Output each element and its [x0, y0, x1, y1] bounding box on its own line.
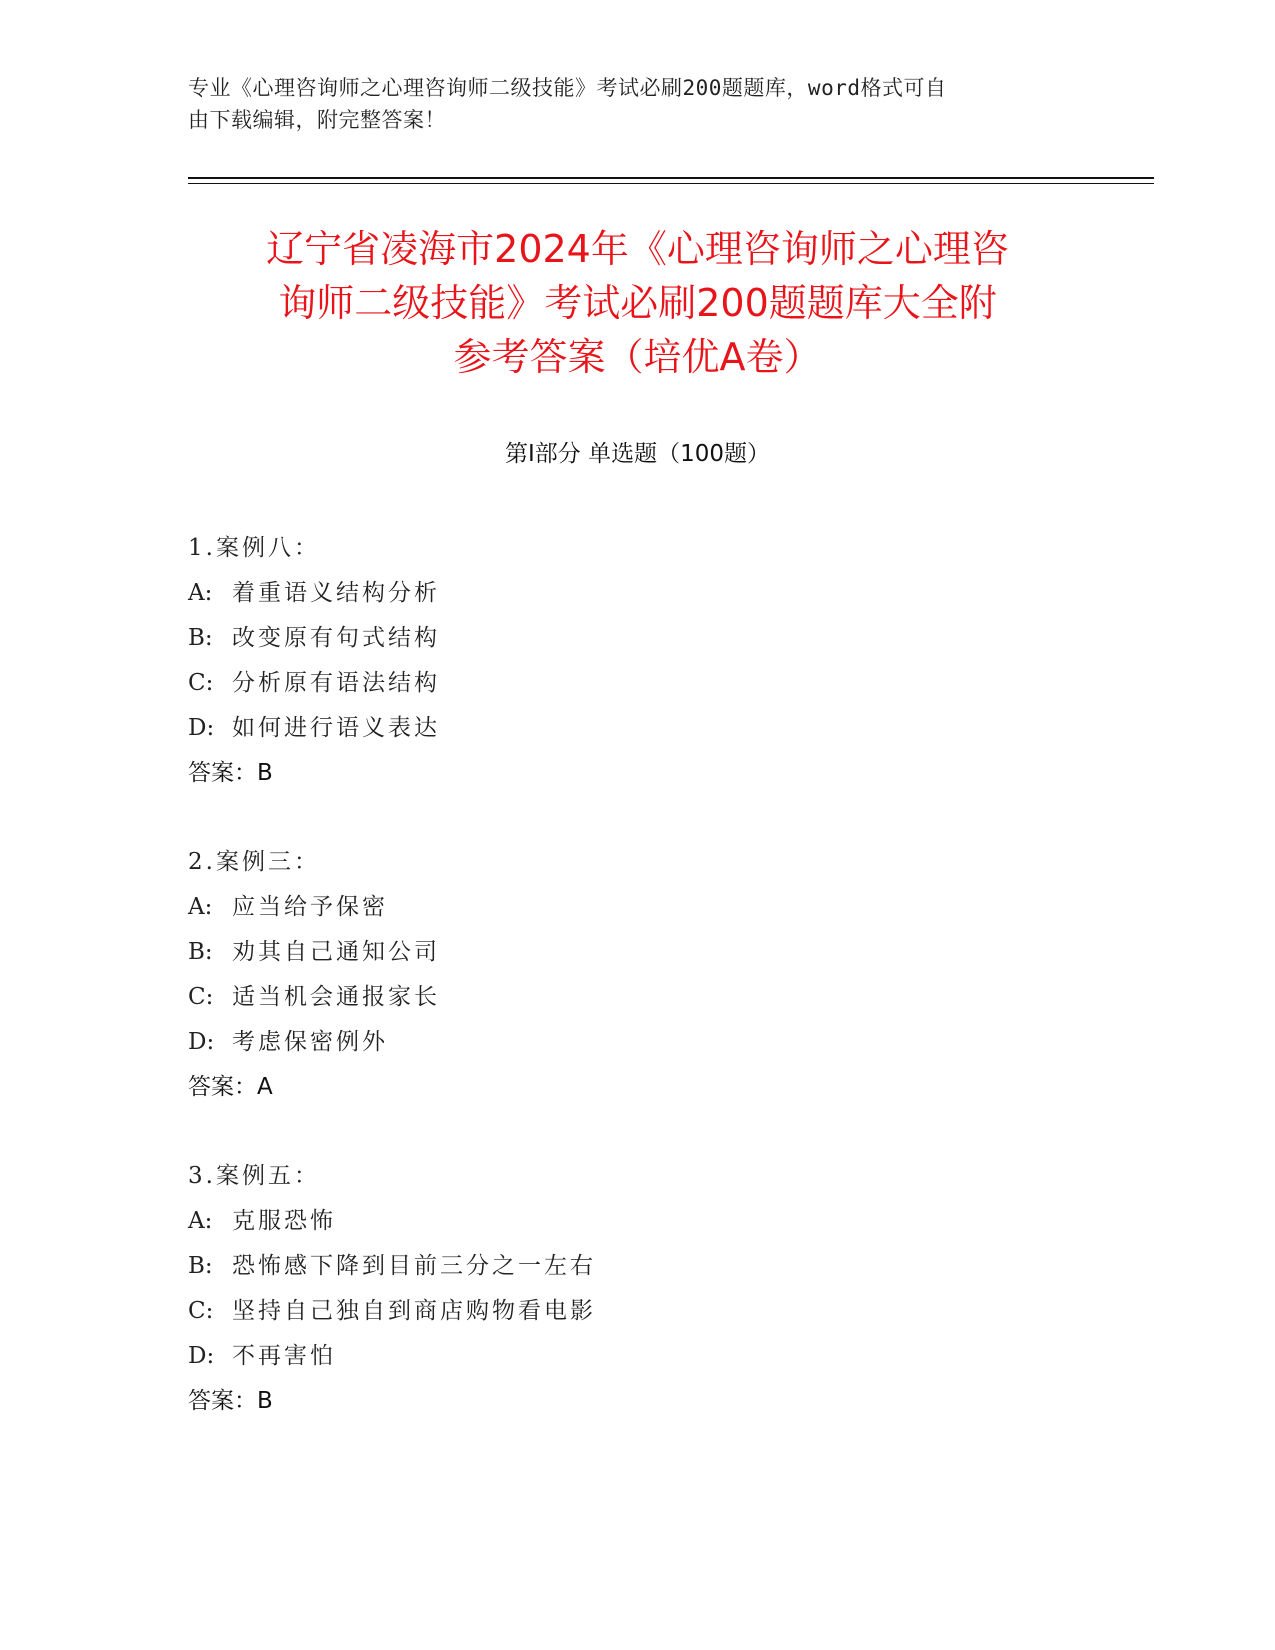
option-text: 改变原有句式结构	[232, 625, 440, 651]
header-note-line-2: 由下载编辑，附完整答案！	[188, 108, 446, 132]
option-letter: D:	[188, 1343, 215, 1369]
option-b	[188, 616, 1088, 661]
option-text: 劝其自己通知公司	[232, 939, 440, 965]
option-c	[188, 1289, 1088, 1334]
option-letter: D:	[188, 1029, 215, 1055]
option-d	[188, 1334, 1088, 1379]
option-letter: A:	[188, 1208, 213, 1234]
section-title: 第Ⅰ部分 单选题（100题）	[505, 441, 770, 467]
question-stem: 2.案例三：	[188, 849, 320, 875]
option-letter: A:	[188, 894, 213, 920]
option-text: 着重语义结构分析	[232, 580, 440, 606]
question-list	[188, 526, 1088, 1468]
question-1	[188, 526, 1088, 796]
option-text: 坚持自己独自到商店购物看电影	[232, 1298, 596, 1324]
option-text: 适当机会通报家长	[232, 984, 440, 1010]
option-d	[188, 1020, 1088, 1065]
document-title-line-2: 询师二级技能》考试必刷200题题库大全附	[278, 281, 997, 325]
option-text: 考虑保密例外	[232, 1029, 388, 1055]
option-letter: C:	[188, 670, 214, 696]
question-2	[188, 840, 1088, 1110]
option-letter: B:	[188, 625, 213, 651]
answer-line: 答案：B	[188, 760, 273, 786]
document-title	[160, 222, 1115, 384]
option-d	[188, 706, 1088, 751]
option-b	[188, 1244, 1088, 1289]
option-text: 如何进行语义表达	[232, 715, 440, 741]
option-letter: C:	[188, 1298, 214, 1324]
option-a	[188, 885, 1088, 930]
option-text: 不再害怕	[232, 1343, 336, 1369]
option-c	[188, 975, 1088, 1020]
option-letter: D:	[188, 715, 215, 741]
header-rule-thick	[188, 177, 1154, 179]
option-a	[188, 571, 1088, 616]
question-stem: 3.案例五：	[188, 1163, 320, 1189]
answer-line: 答案：A	[188, 1074, 273, 1100]
option-text: 克服恐怖	[232, 1208, 336, 1234]
document-title-line-3: 参考答案（培优A卷）	[453, 335, 822, 379]
option-letter: B:	[188, 1253, 213, 1279]
option-b	[188, 930, 1088, 975]
answer-line: 答案：B	[188, 1388, 273, 1414]
header-note-line-1: 专业《心理咨询师之心理咨询师二级技能》考试必刷200题题库，word格式可自	[188, 76, 947, 100]
option-c	[188, 661, 1088, 706]
option-letter: A:	[188, 580, 213, 606]
document-title-line-1: 辽宁省凌海市2024年《心理咨询师之心理咨	[266, 227, 1009, 271]
option-letter: C:	[188, 984, 214, 1010]
header-rule-thin	[188, 183, 1154, 184]
question-3	[188, 1154, 1088, 1424]
option-text: 分析原有语法结构	[232, 670, 440, 696]
header-note	[188, 72, 1068, 136]
option-text: 应当给予保密	[232, 894, 388, 920]
option-text: 恐怖感下降到目前三分之一左右	[232, 1253, 596, 1279]
option-letter: B:	[188, 939, 213, 965]
question-stem: 1.案例八：	[188, 535, 320, 561]
option-a	[188, 1199, 1088, 1244]
